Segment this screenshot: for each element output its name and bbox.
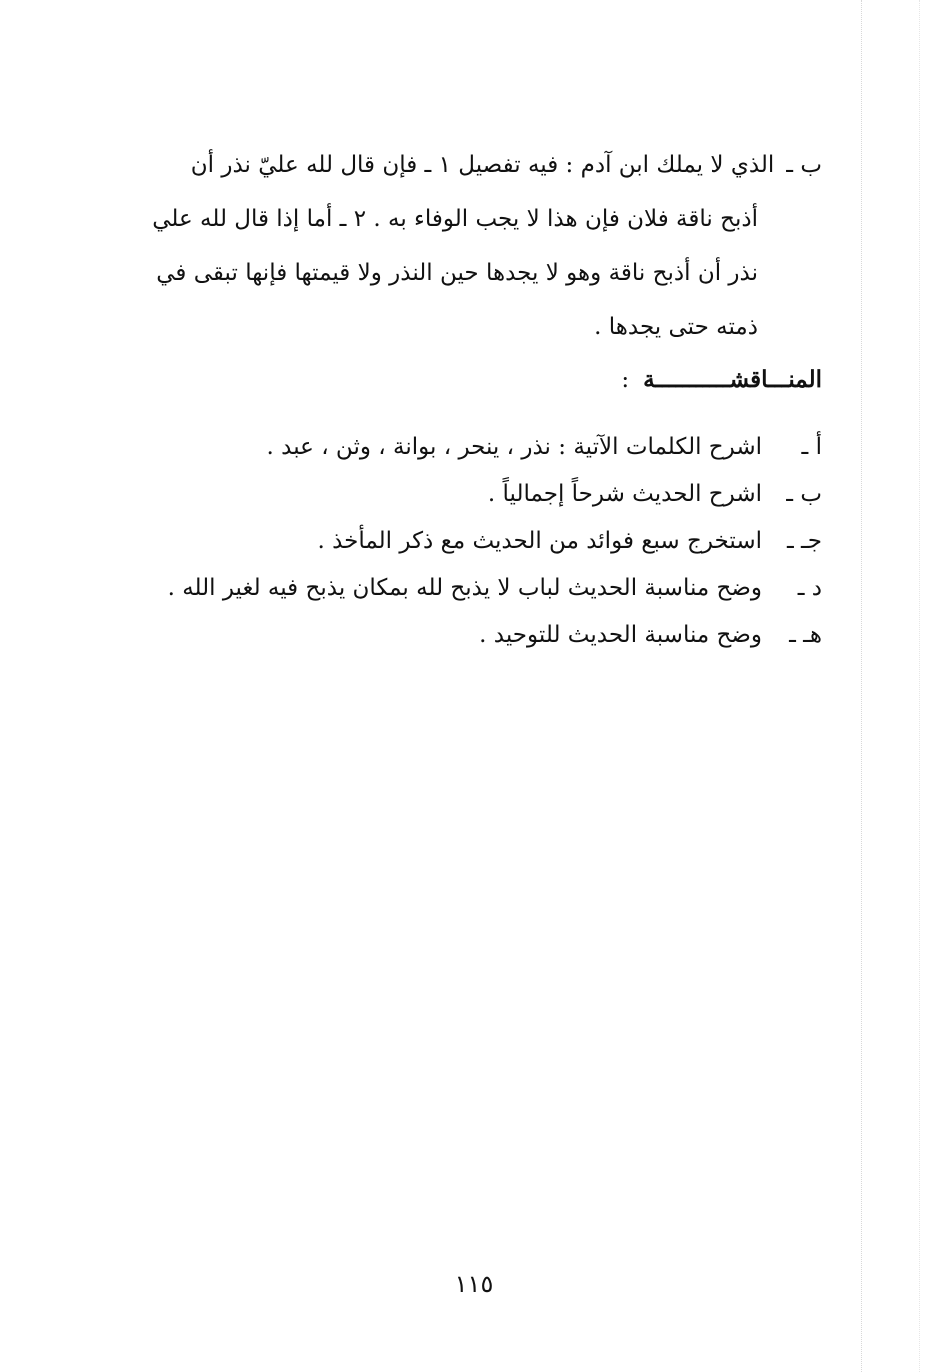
question-marker: ب ـ bbox=[786, 481, 822, 507]
page-number: ١١٥ bbox=[454, 1270, 494, 1298]
paragraph-line: نذر أن أذبح ناقة وهو لا يجدها حين النذر ولا قيمتها فإنها تبقى في bbox=[156, 260, 758, 286]
discussion-heading-colon: : bbox=[621, 367, 630, 393]
question-text: وضح مناسبة الحديث للتوحيد . bbox=[479, 622, 762, 648]
paragraph-line: ذمته حتى يجدها . bbox=[594, 314, 758, 340]
question-marker: جـ ـ bbox=[786, 528, 822, 554]
question-text: اشرح الكلمات الآتية : نذر ، ينحر ، بوانة ، وثن ، عبد . bbox=[266, 434, 762, 460]
question-text: استخرج سبع فوائد من الحديث مع ذكر المأخذ . bbox=[317, 528, 762, 554]
question-text: وضح مناسبة الحديث لباب لا يذبح لله بمكان يذبح فيه لغير الله . bbox=[167, 575, 762, 601]
discussion-questions bbox=[122, 424, 822, 659]
paragraph-line bbox=[132, 138, 822, 192]
question-marker: أ ـ bbox=[801, 434, 822, 460]
question-text: اشرح الحديث شرحاً إجمالياً . bbox=[487, 481, 762, 507]
question-item bbox=[122, 424, 822, 471]
question-marker: هـ ـ bbox=[789, 622, 822, 648]
discussion-heading-text: المنـــاقشـــــــــــة bbox=[643, 366, 822, 393]
continued-paragraph bbox=[132, 138, 822, 354]
question-item bbox=[122, 565, 822, 612]
discussion-heading bbox=[621, 360, 822, 400]
question-item bbox=[122, 518, 822, 565]
scan-edge-line bbox=[861, 0, 862, 1372]
paragraph-marker: ب ـ bbox=[786, 152, 822, 178]
question-item bbox=[122, 471, 822, 518]
question-item bbox=[122, 612, 822, 659]
question-marker: د ـ bbox=[797, 575, 822, 601]
scan-edge-line bbox=[919, 0, 920, 1372]
paragraph-line: أذبح ناقة فلان فإن هذا لا يجب الوفاء به . ٢ ـ أما إذا قال لله علي bbox=[152, 206, 758, 232]
paragraph-line-text: الذي لا يملك ابن آدم : فيه تفصيل ١ ـ فإن قال لله عليّ نذر أن bbox=[190, 152, 775, 178]
